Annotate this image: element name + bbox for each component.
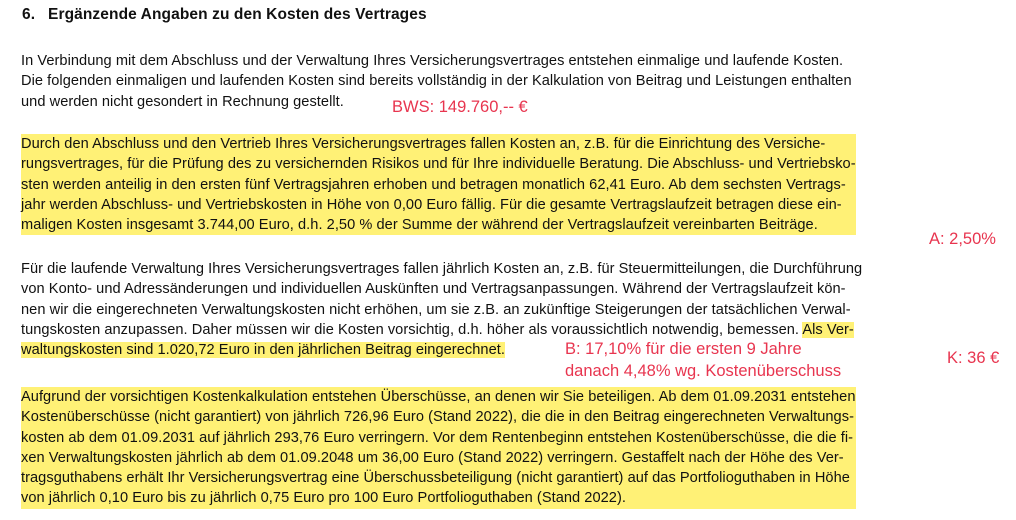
text-line: von Konto- und Adressänderungen und individuellen Auskünften und Vertragsanpassungen. Während der Vertragslaufzeit kön-	[21, 281, 846, 298]
highlighted-line: Aufgrund der vorsichtigen Kostenkalkulation entstehen Überschüsse, an denen wir Sie beteiligen. Ab dem 01.09.2031 entstehen	[21, 387, 856, 407]
text-line: und werden nicht gesondert in Rechnung gestellt.	[21, 93, 344, 110]
paragraph-acquisition-costs	[21, 134, 856, 235]
highlighted-segment: Als Ver-	[802, 321, 854, 338]
highlighted-segment: waltungskosten sind 1.020,72 Euro in den jährlichen Beitrag eingerechnet.	[21, 342, 505, 359]
text-line: Die folgenden einmaligen und laufenden Kosten sind bereits vollständig in der Kalkulation von Beitrag und Leistungen enthalten	[21, 73, 852, 90]
annotation-k: K: 36 €	[947, 349, 1000, 367]
text-segment: tungskosten anzupassen. Daher müssen wir die Kosten vorsichtig, d.h. höher als voraussichtlich notwendig, bemessen.	[21, 321, 800, 338]
text-line: In Verbindung mit dem Abschluss und der Verwaltung Ihres Versicherungsvertrages entstehen einmalige und laufende Kosten.	[21, 53, 844, 69]
annotation-b-line2: danach 4,48% wg. Kostenüberschuss	[565, 362, 842, 380]
highlighted-line: sten werden anteilig in den ersten fünf Vertragsjahren erhoben und betragen monatlich 62,41 Euro. Ab dem sechsten Vertrags-	[21, 175, 856, 195]
annotation-a: A: 2,50%	[929, 230, 996, 248]
section-heading	[22, 6, 427, 24]
text-line: Für die laufende Verwaltung Ihres Versicherungsvertrages fallen jährlich Kosten an, z.B. für Steuermitteilungen, die Durchführung	[21, 261, 863, 277]
highlighted-line: rungsvertrages, für die Prüfung des zu versichernden Risikos und für Ihre individuelle Beratung. Die Abschluss- und Vertriebsko-	[21, 154, 856, 174]
highlighted-line: xen Verwaltungskosten jährlich ab dem 01.09.2048 um 36,00 Euro (Stand 2022) verringern. Gestaffelt nach der Höhe des Ver-	[21, 448, 856, 468]
annotation-bws: BWS: 149.760,-- €	[392, 98, 528, 116]
text-line: nen wir die eingerechneten Verwaltungskosten nicht erhöhen, um sie z.B. an zukünftige Steigerungen der tatsächlichen Verwal-	[21, 301, 851, 318]
highlighted-line: Durch den Abschluss und den Vertrieb Ihres Versicherungsvertrages fallen Kosten an, z.B. für die Einrichtung des Versiche-	[21, 134, 856, 154]
highlighted-line: maligen Kosten insgesamt 3.744,00 Euro, d.h. 2,50 % der Summe der während der Vertragslaufzeit vereinbarten Beiträge.	[21, 215, 856, 235]
highlighted-line: Kostenüberschüsse (nicht garantiert) von jährlich 726,96 Euro (Stand 2022), die die in den Beitrag eingerechneten Verwaltungs-	[21, 407, 856, 427]
highlighted-line: kosten ab dem 01.09.2031 auf jährlich 293,76 Euro verringern. Vor dem Rentenbeginn entstehen Kostenüberschüsse, die die fi-	[21, 428, 856, 448]
annotation-b-line1: B: 17,10% für die ersten 9 Jahre	[565, 340, 802, 358]
section-number: 6.	[22, 6, 36, 23]
paragraph-cost-surplus	[21, 387, 856, 509]
section-title: Ergänzende Angaben zu den Kosten des Vertrages	[48, 6, 427, 23]
highlighted-line: tragsguthabens erhält Ihr Versicherungsvertrag eine Überschussbeteiligung (nicht garantiert) auf das Portfolioguthaben in Höhe	[21, 468, 856, 488]
highlighted-line: von jährlich 0,10 Euro bis zu jährlich 0,75 Euro pro 100 Euro Portfolioguthaben (Stand 2022).	[21, 488, 856, 508]
text-line	[21, 320, 862, 340]
highlighted-line: jahr werden Abschluss- und Vertriebskosten in Höhe von 0,00 Euro fällig. Für die gesamte Vertragslaufzeit betragen diese ein-	[21, 195, 856, 215]
